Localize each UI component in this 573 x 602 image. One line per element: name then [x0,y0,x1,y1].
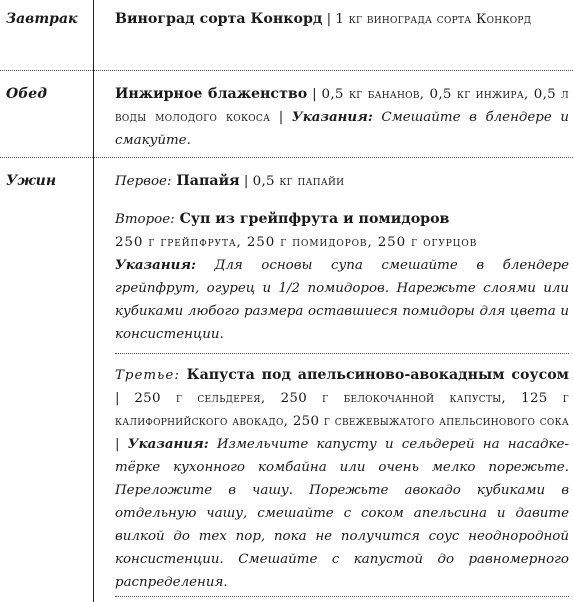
bottom-divider [115,596,569,597]
breakfast-label: Завтрак [6,11,78,27]
lunch-label: Обед [6,86,47,102]
dinner-first-course [115,170,569,193]
course-divider [115,353,569,354]
third-course-instructions: Измельчите капусту и сельдерей на насадке-тёрке кухонного комбайна или очень мелко порежьте. Переложите в чашу. Порежьте авокадо кубиками в отдельную чашу, смешайте с соком апельсина и давите вилкой до тех пор, пока не получится соус неоднородной консистенции. Смешайте с капустой до равномерного распределения. [115,437,569,590]
dinner-label: Ужин [6,173,57,189]
lunch-ingredients: 0,5 кг бананов, 0,5 кг инжира, 0,5 л воды молодого кокоса [115,87,569,125]
breakfast-row [0,0,573,71]
first-course-prefix: Первое: [115,174,172,189]
breakfast-ingredients: 1 кг винограда сорта Конкорд [335,12,532,27]
separator: | [115,391,135,406]
dinner-row [0,158,573,602]
lunch-title: Инжирное блаженство [115,86,308,102]
lunch-instructions-label: Указания: [291,109,373,125]
breakfast-title: Виноград сорта Конкорд [115,11,323,27]
second-course-instructions-label: Указания: [115,257,196,273]
breakfast-content [115,8,569,31]
first-course-title: Папайя [171,173,240,189]
third-course-instructions-label: Указания: [127,436,209,452]
lunch-content [115,83,569,152]
separator: | [322,12,336,27]
second-course-ingredients: 250 г грейпфрута, 250 г помидоров, 250 г огурцов [115,235,478,250]
second-course-title: Суп из грейпфрута и помидоров [174,211,450,227]
separator: | [115,437,128,452]
first-course-ingredients: 0,5 кг папайи [252,174,345,189]
third-course-ingredients: 250 г сельдерея, 250 г белокочанной капусты, 125 г калифорнийского авокадо, 250 г свежевыжатого апельсинового сока [115,391,569,429]
separator: | [270,110,292,125]
dinner-second-course [115,208,569,346]
second-course-instructions: Для основы супа смешайте в блендере грейпфрут, огурец и 1/2 помидоров. Нарежьте слоями или кубиками любого размера оставшиеся помидоры для цвета и консистенции. [115,258,569,342]
dinner-third-course [115,364,569,594]
second-course-prefix: Второе: [115,212,175,227]
lunch-row [0,71,573,158]
third-course-prefix: Третье: [115,368,180,383]
separator: | [239,174,253,189]
third-course-title: Капуста под апельсиново-авокадным соусом [179,367,569,383]
separator: | [307,87,322,102]
lunch-instructions: Смешайте в блендере и смакуйте. [115,110,569,148]
